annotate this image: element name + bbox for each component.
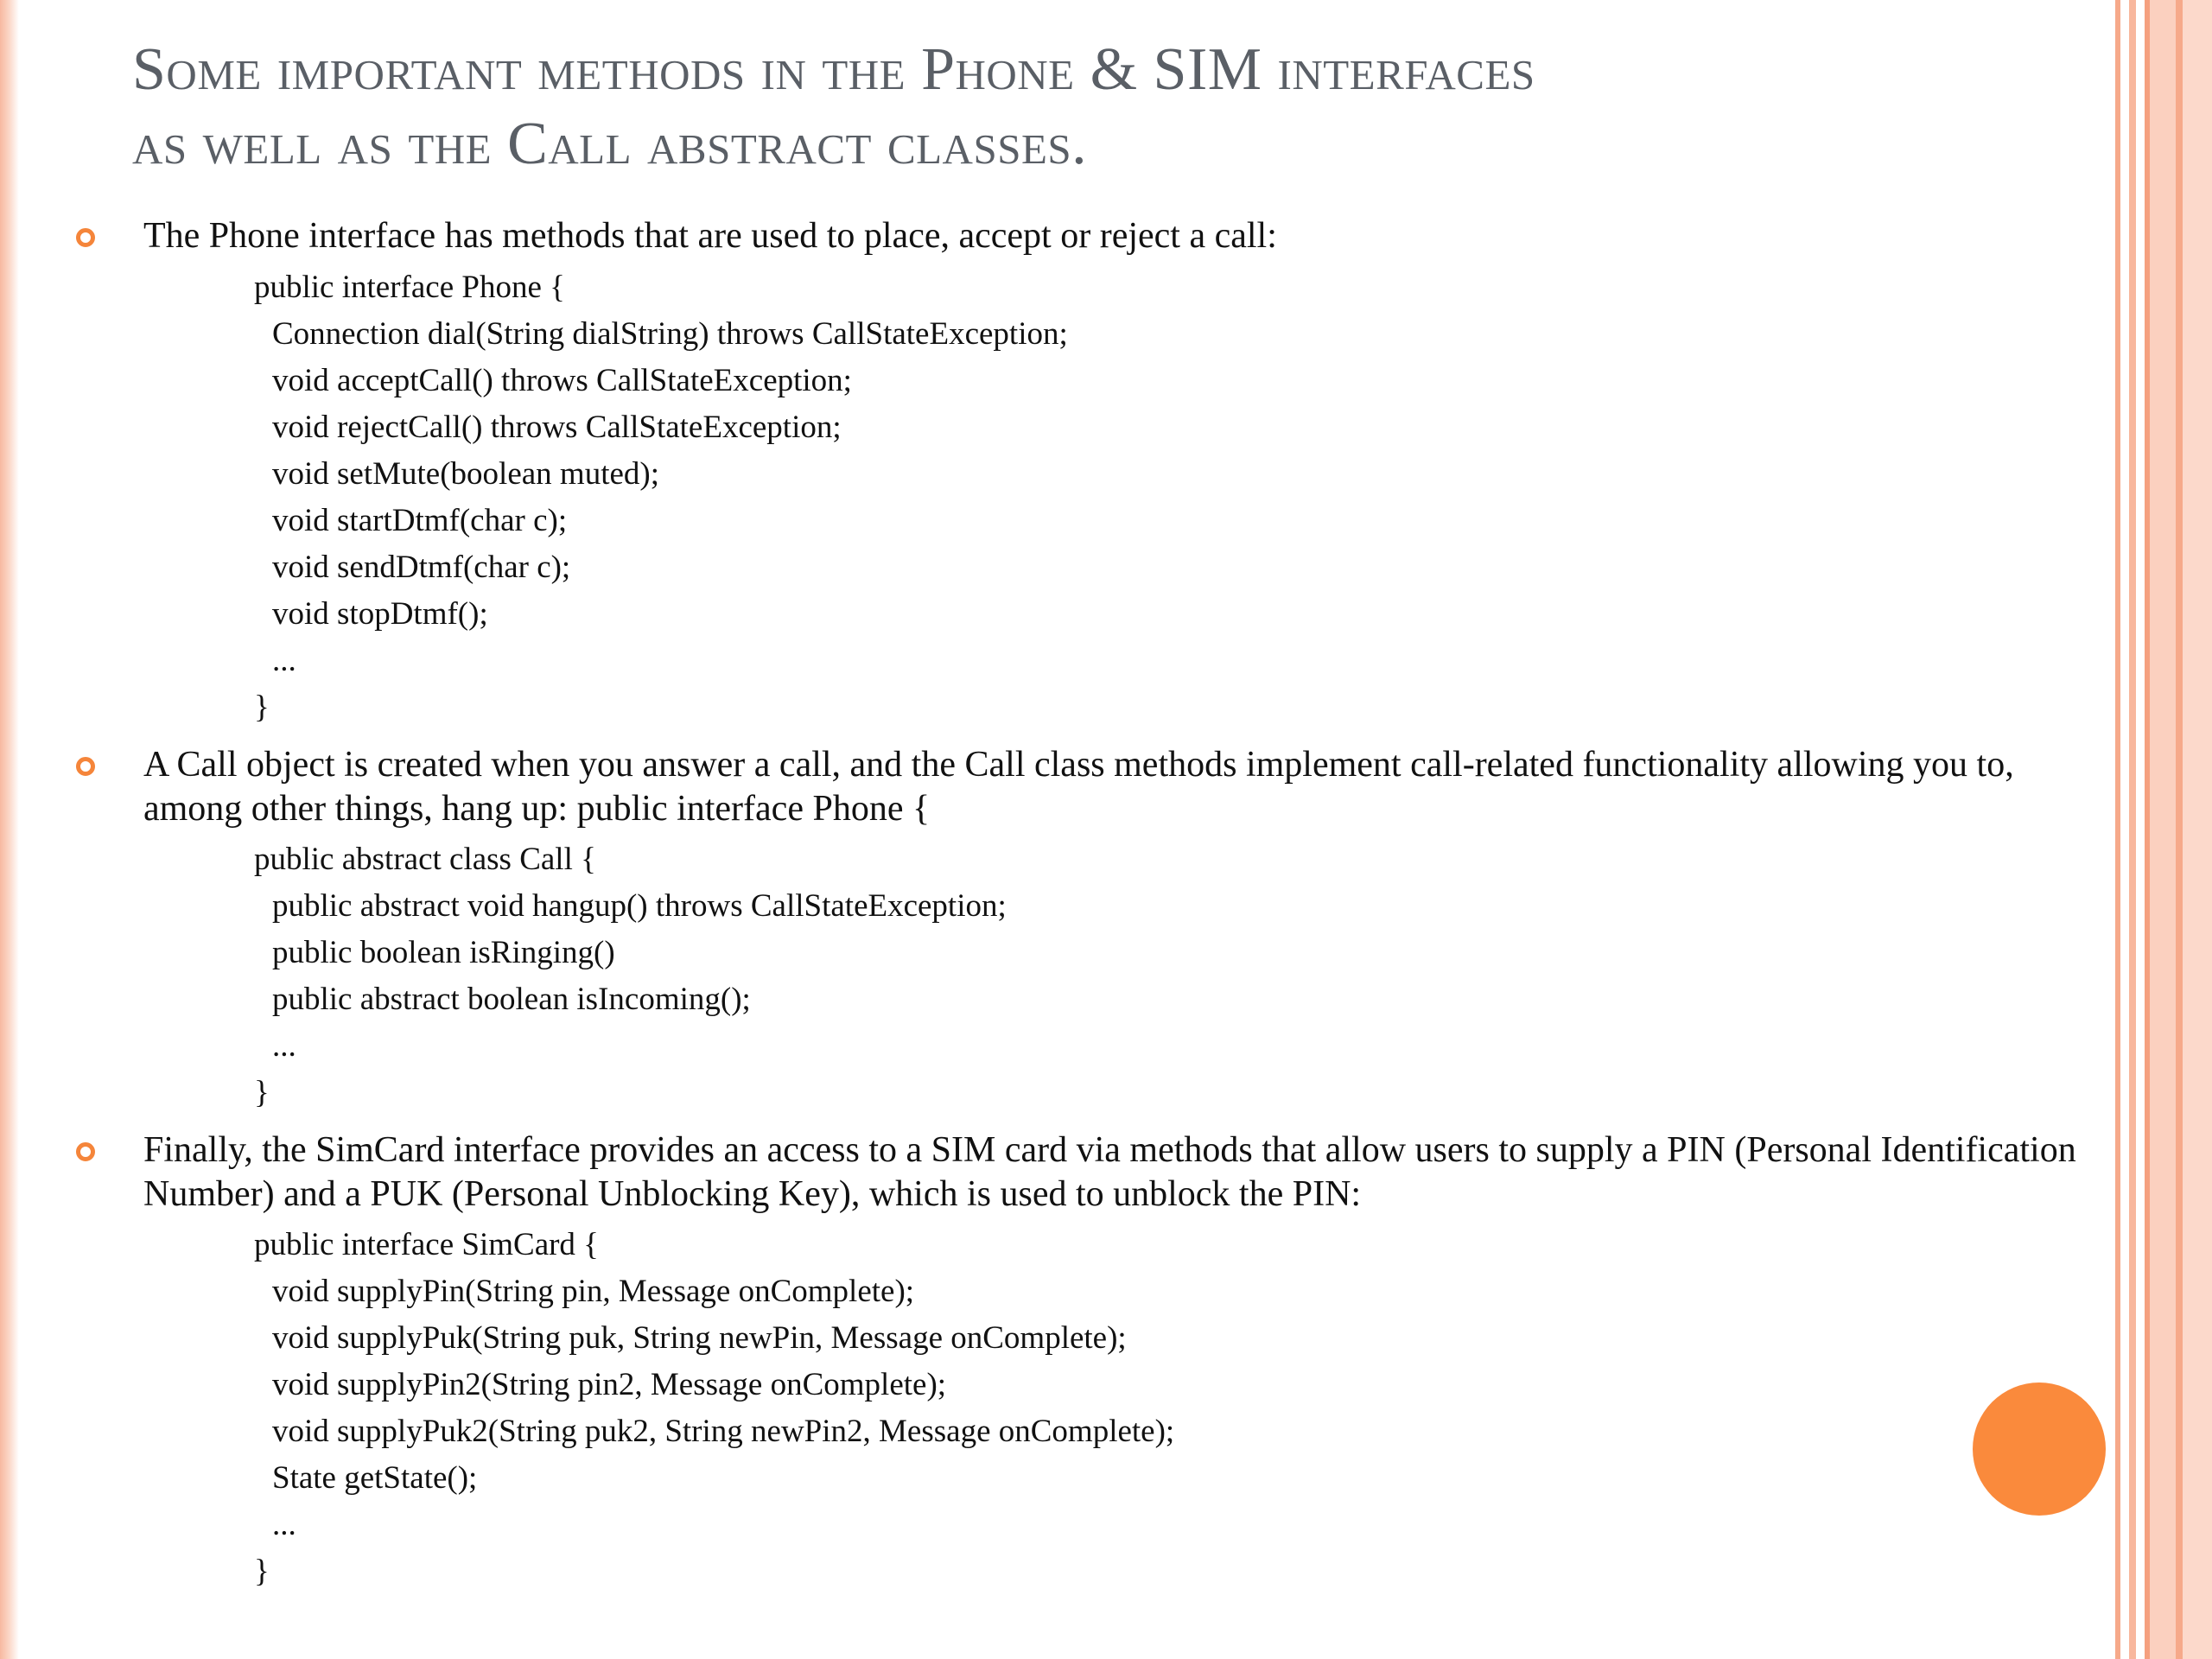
section-3-text: Finally, the SimCard interface provides an access to a SIM card via methods that allow users to supply a PIN (Personal Identification Number) and a PUK (Personal Unblocking Key), which is used to unblock the PIN: bbox=[143, 1130, 2076, 1214]
bullet-icon bbox=[76, 228, 95, 247]
code-line: ... bbox=[272, 1507, 296, 1542]
code-line: } bbox=[254, 1554, 270, 1589]
code-line: void acceptCall() throws CallStateException; bbox=[272, 363, 852, 398]
code-line: } bbox=[254, 690, 270, 725]
code-line: public abstract void hangup() throws CallStateException; bbox=[272, 888, 1007, 924]
code-line: ... bbox=[272, 1028, 296, 1064]
code-line: public interface SimCard { bbox=[254, 1227, 599, 1262]
code-line: void setMute(boolean muted); bbox=[272, 456, 660, 492]
right-border-decoration bbox=[2115, 0, 2212, 1659]
code-line: State getState(); bbox=[272, 1460, 478, 1496]
code-line: public boolean isRinging() bbox=[272, 935, 615, 970]
slide-title bbox=[132, 33, 2076, 181]
code-line: void rejectCall() throws CallStateException; bbox=[272, 410, 842, 445]
code-line: void startDtmf(char c); bbox=[272, 503, 568, 538]
phone-interface-code bbox=[254, 264, 1896, 731]
orange-circle-decoration bbox=[1973, 1382, 2106, 1516]
section-2-text: A Call object is created when you answer a call, and the Call class methods implement call-related functionality allowing you to, among other things, hang up: public interface Phone { bbox=[143, 745, 2014, 829]
code-line: void stopDtmf(); bbox=[272, 596, 488, 632]
code-line: void supplyPin(String pin, Message onComplete); bbox=[272, 1274, 915, 1309]
call-class-code bbox=[254, 836, 1896, 1116]
code-line: void supplyPin2(String pin2, Message onComplete); bbox=[272, 1367, 947, 1402]
bullet-icon bbox=[76, 757, 95, 776]
simcard-interface-code bbox=[254, 1222, 1896, 1595]
code-line: void supplyPuk(String puk, String newPin, Message onComplete); bbox=[272, 1320, 1127, 1356]
code-line: } bbox=[254, 1075, 270, 1110]
code-line: public interface Phone { bbox=[254, 270, 565, 305]
left-border-decoration bbox=[0, 0, 19, 1659]
code-line: public abstract class Call { bbox=[254, 842, 596, 877]
title-line-1: Some important methods in the Phone & SIM interfaces bbox=[132, 36, 1535, 103]
bullet-icon bbox=[76, 1142, 95, 1161]
code-line: void supplyPuk2(String puk2, String newPin2, Message onComplete); bbox=[272, 1414, 1175, 1449]
code-line: void sendDtmf(char c); bbox=[272, 550, 571, 585]
section-1-text: The Phone interface has methods that are used to place, accept or reject a call: bbox=[143, 216, 1277, 256]
code-line: ... bbox=[272, 643, 296, 678]
title-line-2: as well as the Call abstract classes. bbox=[132, 111, 1088, 177]
code-line: Connection dial(String dialString) throws CallStateException; bbox=[272, 316, 1068, 352]
code-line: public abstract boolean isIncoming(); bbox=[272, 982, 751, 1017]
